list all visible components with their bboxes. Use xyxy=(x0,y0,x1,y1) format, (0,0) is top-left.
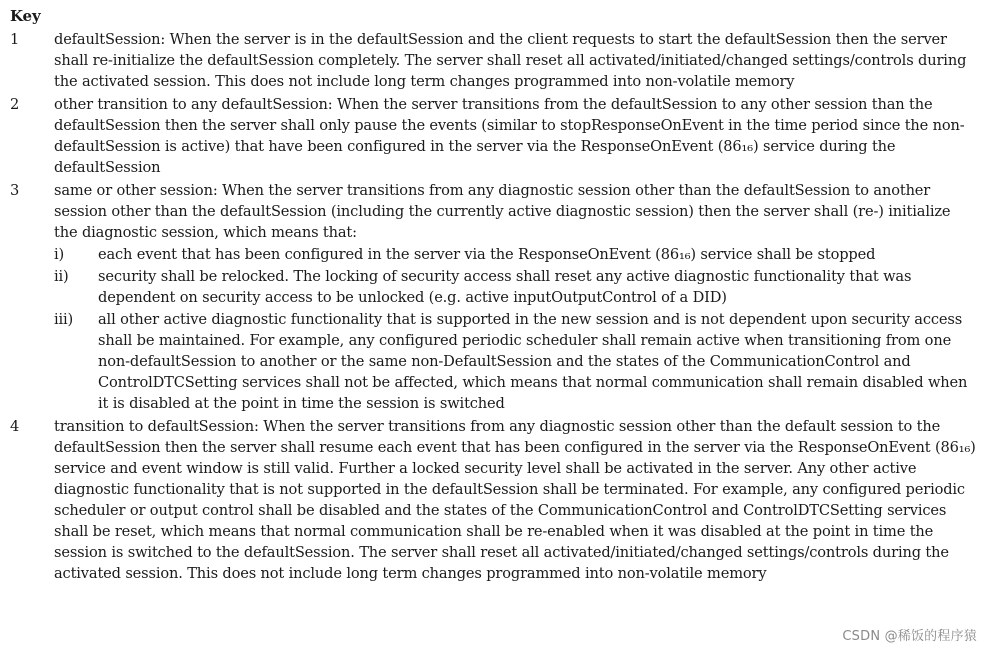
item-text: same or other session: When the server transitions from any diagnostic session other than the defaultSession to another session other than the defaultSession (including the currently active diagnostic session) then the server shall (re-) initialize the diagnostic session, which means that: xyxy=(54,182,951,241)
subitem-i xyxy=(54,244,978,265)
subitem-label: i) xyxy=(54,246,65,263)
subitem-text: each event that has been configured in the server via the ResponseOnEvent (86₁₆) service shall be stopped xyxy=(98,246,876,263)
key-item-1 xyxy=(10,29,978,92)
item-text: other transition to any defaultSession: When the server transitions from the defaultSession to any other session than the defaultSession then the server shall only pause the events (similar to stopResponseOnEvent in the time period since the non-defaultSession is active) that have been configured in the server via the ResponseOnEvent (86₁₆) service during the defaultSession xyxy=(54,96,965,176)
item-number: 3 xyxy=(10,182,20,199)
key-document xyxy=(10,6,978,586)
subitem-text: security shall be relocked. The locking of security access shall reset any active diagnostic functionality that was dependent on security access to be unlocked (e.g. active inputOutputControl of a DID) xyxy=(98,268,912,306)
subitem-ii xyxy=(54,266,978,308)
subitem-text: all other active diagnostic functionality that is supported in the new session and is not dependent upon security access shall be maintained. For example, any configured periodic scheduler shall remain active when transitioning from one non-defaultSession to another or the same non-DefaultSession and the states of the CommunicationControl and ControlDTCSetting services shall not be affected, which means that normal communication shall remain disabled when it is disabled at the point in time the session is switched xyxy=(98,311,968,412)
item-number: 1 xyxy=(10,31,20,48)
item-body xyxy=(54,180,978,414)
key-item-3 xyxy=(10,180,978,414)
item-number: 4 xyxy=(10,418,20,435)
subitem-label: ii) xyxy=(54,268,69,285)
subitem-label: iii) xyxy=(54,311,74,328)
item-text: defaultSession: When the server is in the defaultSession and the client requests to start the defaultSession then the server shall re-initialize the defaultSession completely. The server shall reset all activated/initiated/changed settings/controls during the activated session. This does not include long term changes programmed into non-volatile memory xyxy=(54,31,967,90)
subitem-iii xyxy=(54,309,978,414)
key-heading: Key xyxy=(10,7,41,25)
item-text: transition to defaultSession: When the server transitions from any diagnostic session other than the default session to the defaultSession then the server shall resume each event that has been configured in the server via the ResponseOnEvent (86₁₆) service and event window is still valid. Further a locked security level shall be activated in the server. Any other active diagnostic functionality that is not supported in the defaultSession shall be terminated. For example, any configured periodic scheduler or output control shall be disabled and the states of the CommunicationControl and ControlDTCSetting services shall be reset, which means that normal communication shall be re-enabled when it was disabled at the point in time the session is switched to the defaultSession. The server shall reset all activated/initiated/changed settings/controls during the activated session. This does not include long term changes programmed into non-volatile memory xyxy=(54,418,976,582)
key-item-2 xyxy=(10,94,978,178)
csdn-watermark: CSDN @稀饭的程序猿 xyxy=(842,629,977,644)
item-number: 2 xyxy=(10,96,20,113)
key-item-4 xyxy=(10,416,978,584)
